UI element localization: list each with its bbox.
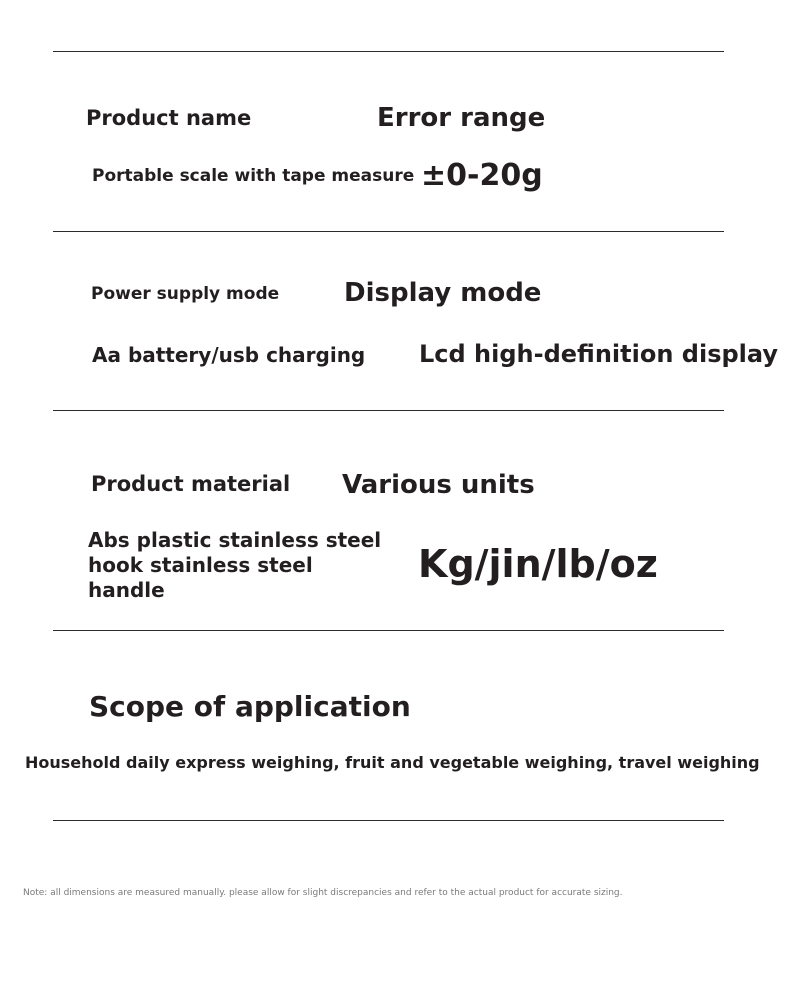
- material-value: Abs plastic stainless steel hook stainless steel handle: [88, 528, 382, 602]
- units-value: Kg/jin/lb/oz: [418, 542, 658, 586]
- error-range-label: Error range: [377, 103, 546, 133]
- divider-bottom: [53, 820, 724, 821]
- error-range-value: ±0-20g: [421, 158, 543, 193]
- scope-value: Household daily express weighing, fruit and vegetable weighing, travel weighing: [25, 753, 760, 772]
- display-mode-label: Display mode: [344, 278, 542, 308]
- footnote: Note: all dimensions are measured manually. please allow for slight discrepancies and refer to the actual product for accurate sizing.: [23, 888, 623, 898]
- divider-3: [53, 630, 724, 631]
- divider-top: [53, 51, 724, 52]
- display-mode-value: Lcd high-definition display: [419, 340, 778, 368]
- power-supply-label: Power supply mode: [91, 284, 280, 304]
- divider-2: [53, 410, 724, 411]
- units-label: Various units: [342, 470, 535, 500]
- product-name-label: Product name: [86, 106, 252, 130]
- power-supply-value: Aa battery/usb charging: [92, 343, 366, 367]
- divider-1: [53, 231, 724, 232]
- product-name-value: Portable scale with tape measure: [92, 166, 415, 186]
- scope-label: Scope of application: [89, 690, 411, 723]
- material-label: Product material: [91, 472, 291, 496]
